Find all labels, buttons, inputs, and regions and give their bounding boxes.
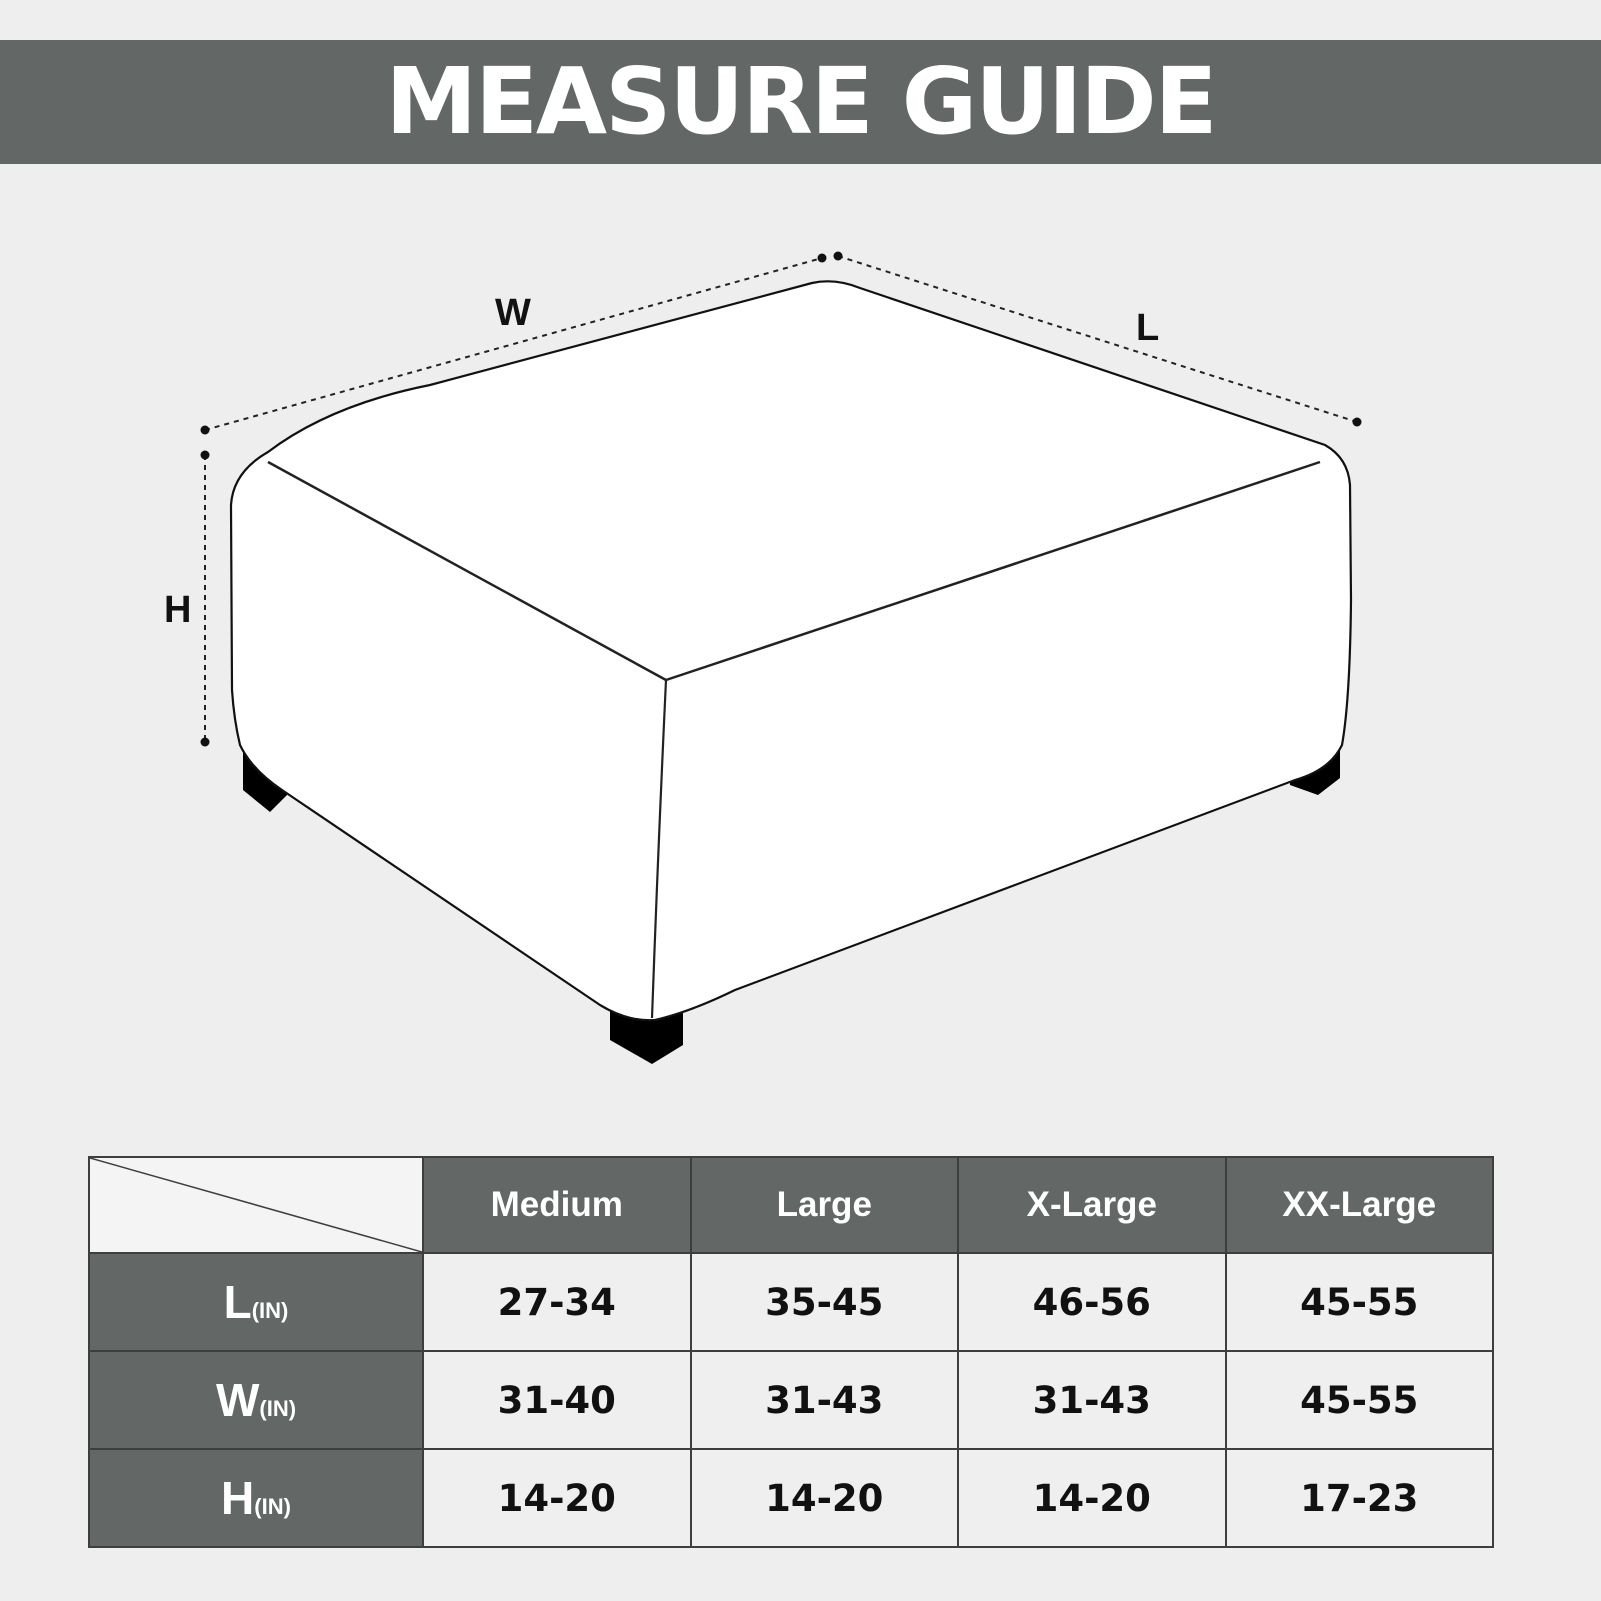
row-header-height: H(IN) (89, 1449, 423, 1547)
table-cell: 35-45 (691, 1253, 959, 1351)
column-header-medium: Medium (423, 1157, 691, 1253)
height-dimension (164, 451, 210, 747)
table-header-row (89, 1157, 1493, 1253)
height-label: H (164, 589, 192, 631)
column-header-large: Large (691, 1157, 959, 1253)
table-cell: 31-40 (423, 1351, 691, 1449)
table-cell: 45-55 (1226, 1351, 1494, 1449)
table-cell: 31-43 (958, 1351, 1226, 1449)
page-title: MEASURE GUIDE (385, 48, 1216, 155)
length-label: L (1136, 307, 1160, 349)
column-header-xx-large: XX-Large (1226, 1157, 1494, 1253)
row-header-length: L(IN) (89, 1253, 423, 1351)
table-cell: 45-55 (1226, 1253, 1494, 1351)
table-cell: 46-56 (958, 1253, 1226, 1351)
size-chart-table (88, 1156, 1494, 1548)
table-cell: 14-20 (958, 1449, 1226, 1547)
column-header-x-large: X-Large (958, 1157, 1226, 1253)
table-row (89, 1253, 1493, 1351)
table-corner-cell (89, 1157, 423, 1253)
table-cell: 31-43 (691, 1351, 959, 1449)
table-cell: 14-20 (423, 1449, 691, 1547)
table-cell: 14-20 (691, 1449, 959, 1547)
ottoman-body (231, 281, 1351, 1020)
table-cell: 27-34 (423, 1253, 691, 1351)
table-row (89, 1449, 1493, 1547)
row-header-width: W(IN) (89, 1351, 423, 1449)
table-cell: 17-23 (1226, 1449, 1494, 1547)
table-row (89, 1351, 1493, 1449)
width-label: W (495, 292, 531, 334)
